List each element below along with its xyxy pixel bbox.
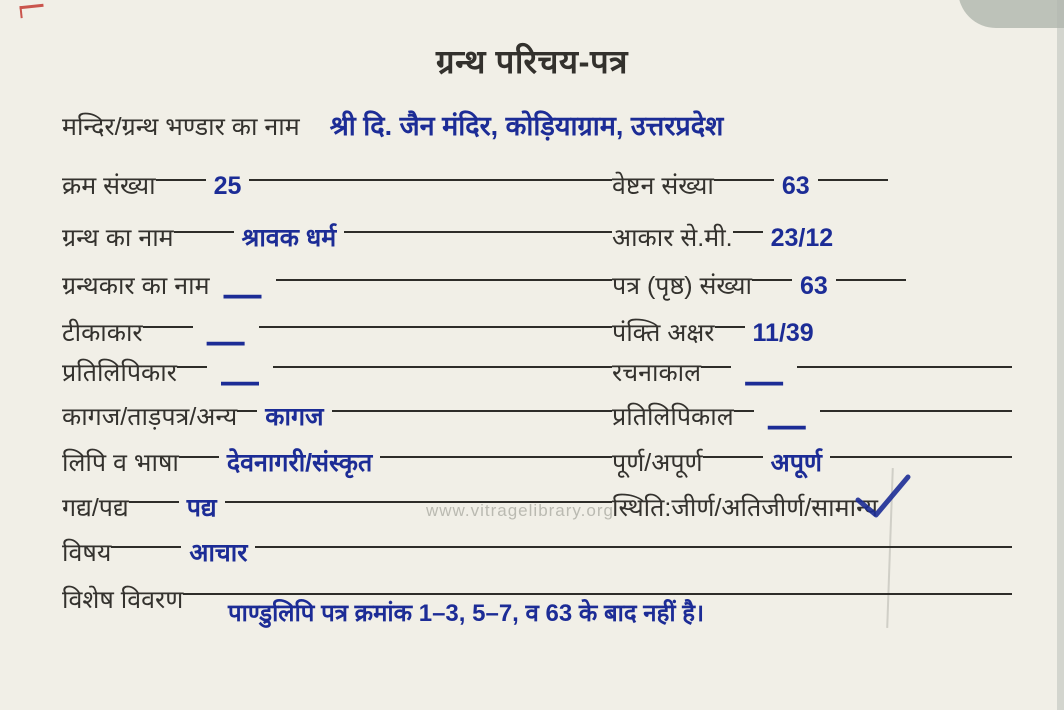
cell-pages (612, 271, 1012, 301)
row-author-pages (62, 259, 1012, 317)
rule-line (797, 366, 1012, 368)
script-language-value: देवनागरी/संस्कृत (226, 449, 373, 478)
composition-date-label: रचनाकाल (612, 359, 702, 387)
condition-tick-mark (852, 472, 914, 522)
lines-chars-value: 11/39 (752, 319, 814, 348)
serial-value: 25 (213, 172, 242, 201)
cell-commentator (62, 318, 612, 364)
rule-line (734, 410, 754, 412)
cell-composition-date (612, 358, 1012, 404)
rule-line (701, 366, 731, 368)
copyist-dash-mark: — (220, 361, 259, 404)
rule-line (714, 179, 774, 181)
rule-line (174, 231, 234, 233)
rule-line (715, 326, 745, 328)
cell-serial (62, 171, 612, 201)
copy-date-dash-mark: — (767, 405, 806, 448)
rule-line (179, 456, 219, 458)
prose-verse-value: पद्य (186, 494, 217, 523)
rule-line (237, 410, 257, 412)
rule-line (249, 179, 612, 181)
prose-verse-label: गद्य/पद्य (62, 494, 129, 522)
cell-bundle (612, 171, 1012, 201)
cell-granth-name (62, 223, 612, 253)
row-title-size (62, 211, 1012, 253)
rule-line (820, 410, 1012, 412)
special-details-label: विशेष विवरण (62, 586, 184, 614)
cell-copy-date (612, 402, 1012, 448)
rule-line (733, 231, 763, 233)
pages-label: पत्र (पृष्ठ) संख्या (612, 272, 752, 300)
card-title: ग्रन्थ परिचय-पत्र (435, 43, 628, 80)
granth-name-label: ग्रन्थ का नाम (62, 224, 174, 252)
rule-line (111, 546, 181, 548)
rule-line (255, 546, 1012, 548)
completeness-value: अपूर्ण (770, 449, 822, 478)
rule-line (183, 593, 1012, 595)
rule-line (703, 456, 763, 458)
rule-line (259, 326, 612, 328)
rule-line (177, 366, 207, 368)
rule-line (752, 279, 792, 281)
library-watermark: www.vitragelibrary.org (426, 501, 614, 520)
material-value: कागज (265, 403, 324, 432)
cell-size (612, 223, 1012, 253)
author-label: ग्रन्थकार का नाम (62, 272, 210, 300)
cell-author (62, 271, 612, 317)
row-commentator-lines (62, 306, 1012, 364)
author-dash-mark: — (223, 274, 262, 317)
lines-chars-label: पंक्ति अक्षर (612, 319, 715, 347)
composition-date-dash-mark: — (745, 361, 784, 404)
size-label: आकार से.मी. (612, 224, 733, 252)
rule-line (143, 326, 193, 328)
commentator-dash-mark: — (206, 321, 245, 364)
rule-line (836, 279, 906, 281)
rule-line (156, 179, 206, 181)
copy-date-label: प्रतिलिपिकाल (612, 403, 734, 431)
material-label: कागज/ताड़पत्र/अन्य (62, 403, 238, 431)
row-subject (62, 526, 1012, 568)
cell-condition (612, 493, 1012, 523)
commentator-label: टीकाकार (62, 319, 143, 347)
scan-corner-blotch (958, 0, 1064, 28)
bhandar-name-value: श्री दि. जैन मंदिर, कोड़ियाग्राम, उत्तरप्रदेश (329, 110, 724, 141)
bhandar-name-label: मन्दिर/ग्रन्थ भण्डार का नाम (62, 113, 300, 141)
rule-line (830, 456, 1012, 458)
bundle-label: वेष्टन संख्या (612, 172, 714, 200)
completeness-label: पूर्ण/अपूर्ण (612, 449, 703, 477)
copyist-label: प्रतिलिपिकार (62, 359, 177, 387)
rule-line (332, 410, 612, 412)
serial-label: क्रम संख्या (62, 172, 156, 200)
granth-name-value: श्रावक धर्म (241, 224, 337, 253)
cell-script-language (62, 448, 612, 478)
cell-completeness (612, 448, 1012, 478)
row-bhandar-name (62, 100, 1012, 142)
special-details-value: पाण्डुलिपि पत्र क्रमांक 1–3, 5–7, व 63 के बाद नहीं है। (228, 600, 705, 627)
row-copyist-date (62, 346, 1012, 404)
row-serial-bundle (62, 159, 1012, 201)
pages-value: 63 (799, 272, 828, 301)
rule-line (276, 279, 612, 281)
rule-line (818, 179, 888, 181)
condition-label: स्थिति:जीर्ण/अतिजीर्ण/सामान्य (612, 494, 878, 522)
bundle-value: 63 (781, 172, 810, 201)
rule-line (129, 501, 179, 503)
rule-line (380, 456, 612, 458)
scan-edge-shadow (1057, 0, 1064, 710)
size-value: 23/12 (770, 224, 834, 253)
rule-line (344, 231, 612, 233)
script-language-label: लिपि व भाषा (62, 449, 179, 477)
cell-copyist (62, 358, 612, 404)
rule-line (273, 366, 612, 368)
row-material-copydate (62, 390, 1012, 448)
subject-value: आचार (189, 539, 248, 568)
subject-label: विषय (62, 539, 112, 567)
red-pen-mark (19, 4, 44, 18)
cell-material (62, 402, 612, 432)
cell-lines-chars (612, 318, 1012, 348)
